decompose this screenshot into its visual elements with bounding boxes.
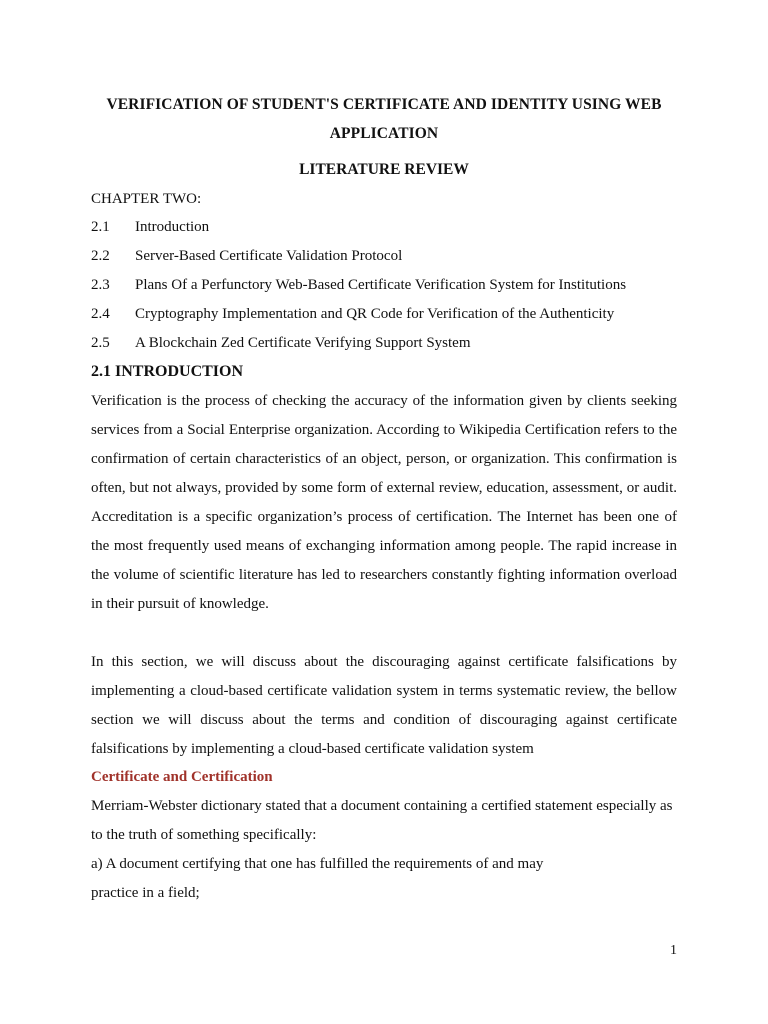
definition-item-a-line: practice in a field;	[91, 885, 200, 901]
toc-item	[91, 213, 691, 242]
toc-item-label: Plans Of a Perfunctory Web-Based Certificate Verification System for Institutions	[135, 277, 627, 293]
toc-item	[91, 329, 691, 358]
definition-paragraph: Merriam-Webster dictionary stated that a document containing a certified statement especially as to the truth of something specifically:	[91, 798, 673, 843]
toc-item	[91, 242, 691, 271]
section-overview-paragraph: In this section, we will discuss about the discouraging against certificate falsifications by implementing a cloud-based certificate validation system in terms systematic review, the bellow section we will discuss about the terms and condition of discouraging against certificate falsifications by implementing a cloud-based certificate validation system	[91, 654, 677, 757]
toc-item-label: A Blockchain Zed Certificate Verifying Support System	[135, 335, 471, 351]
toc-item-number: 2.5	[91, 335, 110, 351]
introduction-paragraph: Verification is the process of checking the accuracy of the information given by clients seeking services from a Social Enterprise organization. According to Wikipedia Certification refers to the confirmation of certain characteristics of an object, person, or organization. This confirmation is often, but not always, provided by some form of external review, education, assessment, or audit. Accreditation is a specific organization’s process of certification. The Internet has been one of the most frequently used means of exchanging information among people. The rapid increase in the volume of scientific literature has led to researchers constantly fighting information overload in their pursuit of knowledge.	[91, 393, 677, 612]
toc-item-label: Server-Based Certificate Validation Protocol	[135, 248, 403, 264]
toc-item-label: Introduction	[135, 219, 210, 235]
toc-item-number: 2.3	[91, 277, 110, 293]
definition-item-a-line: a) A document certifying that one has fulfilled the requirements of and may	[91, 856, 544, 872]
toc-item	[91, 271, 691, 300]
document-title: VERIFICATION OF STUDENT'S CERTIFICATE AND IDENTITY USING WEB APPLICATION	[106, 96, 662, 142]
toc-item-label: Cryptography Implementation and QR Code for Verification of the Authenticity	[135, 306, 615, 322]
page-number: 1	[670, 943, 677, 958]
toc-item	[91, 300, 691, 329]
chapter-label: CHAPTER TWO:	[91, 191, 202, 207]
toc-item-number: 2.2	[91, 248, 110, 264]
table-of-contents	[91, 213, 691, 358]
toc-item-number: 2.4	[91, 306, 110, 322]
section-title: LITERATURE REVIEW	[299, 161, 469, 178]
toc-item-number: 2.1	[91, 219, 110, 235]
certificate-subheading: Certificate and Certification	[91, 769, 273, 785]
introduction-heading: 2.1 INTRODUCTION	[91, 363, 244, 380]
definition-item-a	[91, 850, 691, 908]
